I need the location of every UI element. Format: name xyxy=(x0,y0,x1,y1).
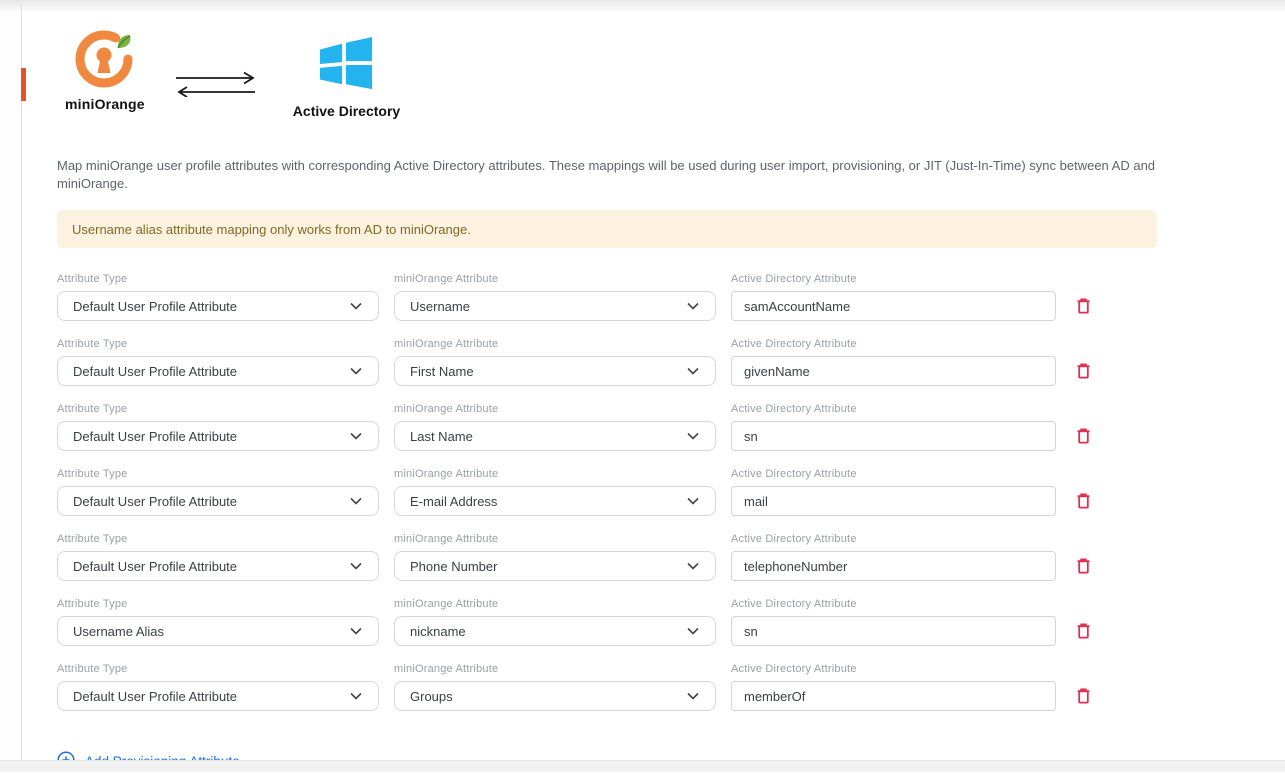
delete-row-button[interactable] xyxy=(1076,623,1091,639)
chevron-down-icon xyxy=(350,297,362,315)
header xyxy=(57,23,1285,123)
attribute-type-select[interactable]: Username Alias xyxy=(57,616,379,646)
chevron-down-icon xyxy=(687,557,699,575)
delete-row-button[interactable] xyxy=(1076,558,1091,574)
ad-attribute-label: Active Directory Attribute xyxy=(731,533,857,546)
top-shadow xyxy=(0,0,1285,13)
miniorange-logo-label: miniOrange xyxy=(65,96,145,112)
delete-row-button[interactable] xyxy=(1076,428,1091,444)
miniorange-attribute-label: miniOrange Attribute xyxy=(394,338,499,351)
ad-attribute-input[interactable] xyxy=(731,486,1056,516)
ad-attribute-input[interactable] xyxy=(731,421,1056,451)
chevron-down-icon xyxy=(350,622,362,640)
ad-attribute-input[interactable] xyxy=(731,356,1056,386)
ad-attribute-input[interactable] xyxy=(731,616,1056,646)
attribute-type-label: Attribute Type xyxy=(57,533,128,546)
ad-attribute-label: Active Directory Attribute xyxy=(731,598,857,611)
attribute-type-select[interactable]: Default User Profile Attribute xyxy=(57,551,379,581)
miniorange-attribute-select[interactable]: Phone Number xyxy=(394,551,716,581)
delete-row-button[interactable] xyxy=(1076,688,1091,704)
mapping-description: Map miniOrange user profile attributes with corresponding Active Directory attributes. These mappings will be used during user import, provisioning, or JIT (Just-In-Time) sync between AD and miniOrange. xyxy=(57,158,1156,191)
ad-attribute-label: Active Directory Attribute xyxy=(731,338,857,351)
delete-row-button[interactable] xyxy=(1076,363,1091,379)
chevron-down-icon xyxy=(687,362,699,380)
trash-icon xyxy=(1076,497,1091,512)
left-rail xyxy=(0,0,22,772)
attribute-type-label: Attribute Type xyxy=(57,663,128,676)
miniorange-attribute-select[interactable]: Last Name xyxy=(394,421,716,451)
attribute-type-select[interactable]: Default User Profile Attribute xyxy=(57,681,379,711)
miniorange-logo-block xyxy=(65,23,145,112)
mapping-row xyxy=(57,663,1285,711)
miniorange-attribute-label: miniOrange Attribute xyxy=(394,598,499,611)
trash-icon xyxy=(1076,562,1091,577)
miniorange-attribute-select[interactable]: Groups xyxy=(394,681,716,711)
mapping-row xyxy=(57,598,1285,646)
bottom-strip xyxy=(0,760,1285,772)
mapping-row xyxy=(57,273,1285,321)
trash-icon xyxy=(1076,627,1091,642)
ad-attribute-input[interactable] xyxy=(731,291,1056,321)
chevron-down-icon xyxy=(350,362,362,380)
miniorange-attribute-select[interactable]: Username xyxy=(394,291,716,321)
miniorange-attribute-select[interactable]: nickname xyxy=(394,616,716,646)
attribute-type-select[interactable]: Default User Profile Attribute xyxy=(57,486,379,516)
miniorange-attribute-label: miniOrange Attribute xyxy=(394,468,499,481)
ad-attribute-input[interactable] xyxy=(731,681,1056,711)
trash-icon xyxy=(1076,692,1091,707)
attribute-type-label: Attribute Type xyxy=(57,403,128,416)
chevron-down-icon xyxy=(350,492,362,510)
miniorange-attribute-select[interactable]: First Name xyxy=(394,356,716,386)
windows-logo-icon xyxy=(317,36,375,97)
attribute-type-label: Attribute Type xyxy=(57,338,128,351)
trash-icon xyxy=(1076,432,1091,447)
attribute-type-select[interactable]: Default User Profile Attribute xyxy=(57,356,379,386)
attribute-mapping-rows xyxy=(57,273,1285,711)
mapping-row xyxy=(57,403,1285,451)
mapping-row xyxy=(57,533,1285,581)
ad-attribute-input[interactable] xyxy=(731,551,1056,581)
delete-row-button[interactable] xyxy=(1076,493,1091,509)
chevron-down-icon xyxy=(350,557,362,575)
username-alias-info-banner xyxy=(57,210,1157,248)
trash-icon xyxy=(1076,367,1091,382)
attribute-type-label: Attribute Type xyxy=(57,468,128,481)
ad-attribute-label: Active Directory Attribute xyxy=(731,468,857,481)
miniorange-attribute-select[interactable]: E-mail Address xyxy=(394,486,716,516)
attribute-type-select[interactable]: Default User Profile Attribute xyxy=(57,291,379,321)
miniorange-attribute-label: miniOrange Attribute xyxy=(394,273,499,286)
trash-icon xyxy=(1076,302,1091,317)
chevron-down-icon xyxy=(687,492,699,510)
bidirectional-sync-arrows-icon xyxy=(175,71,257,102)
delete-row-button[interactable] xyxy=(1076,298,1091,314)
attribute-mapping-panel xyxy=(23,13,1285,774)
active-directory-logo-label: Active Directory xyxy=(292,103,401,119)
chevron-down-icon xyxy=(687,622,699,640)
ad-attribute-label: Active Directory Attribute xyxy=(731,403,857,416)
ad-attribute-label: Active Directory Attribute xyxy=(731,663,857,676)
chevron-down-icon xyxy=(350,687,362,705)
chevron-down-icon xyxy=(687,297,699,315)
active-directory-logo-block xyxy=(293,36,400,119)
chevron-down-icon xyxy=(350,427,362,445)
miniorange-attribute-label: miniOrange Attribute xyxy=(394,403,499,416)
miniorange-attribute-label: miniOrange Attribute xyxy=(394,663,499,676)
miniorange-logo-icon xyxy=(72,23,138,94)
attribute-type-select[interactable]: Default User Profile Attribute xyxy=(57,421,379,451)
mapping-row xyxy=(57,468,1285,516)
chevron-down-icon xyxy=(687,427,699,445)
banner-text: Username alias attribute mapping only works from AD to miniOrange. xyxy=(72,221,471,237)
mapping-row xyxy=(57,338,1285,386)
attribute-type-label: Attribute Type xyxy=(57,598,128,611)
miniorange-attribute-label: miniOrange Attribute xyxy=(394,533,499,546)
attribute-type-label: Attribute Type xyxy=(57,273,128,286)
ad-attribute-label: Active Directory Attribute xyxy=(731,273,857,286)
chevron-down-icon xyxy=(687,687,699,705)
